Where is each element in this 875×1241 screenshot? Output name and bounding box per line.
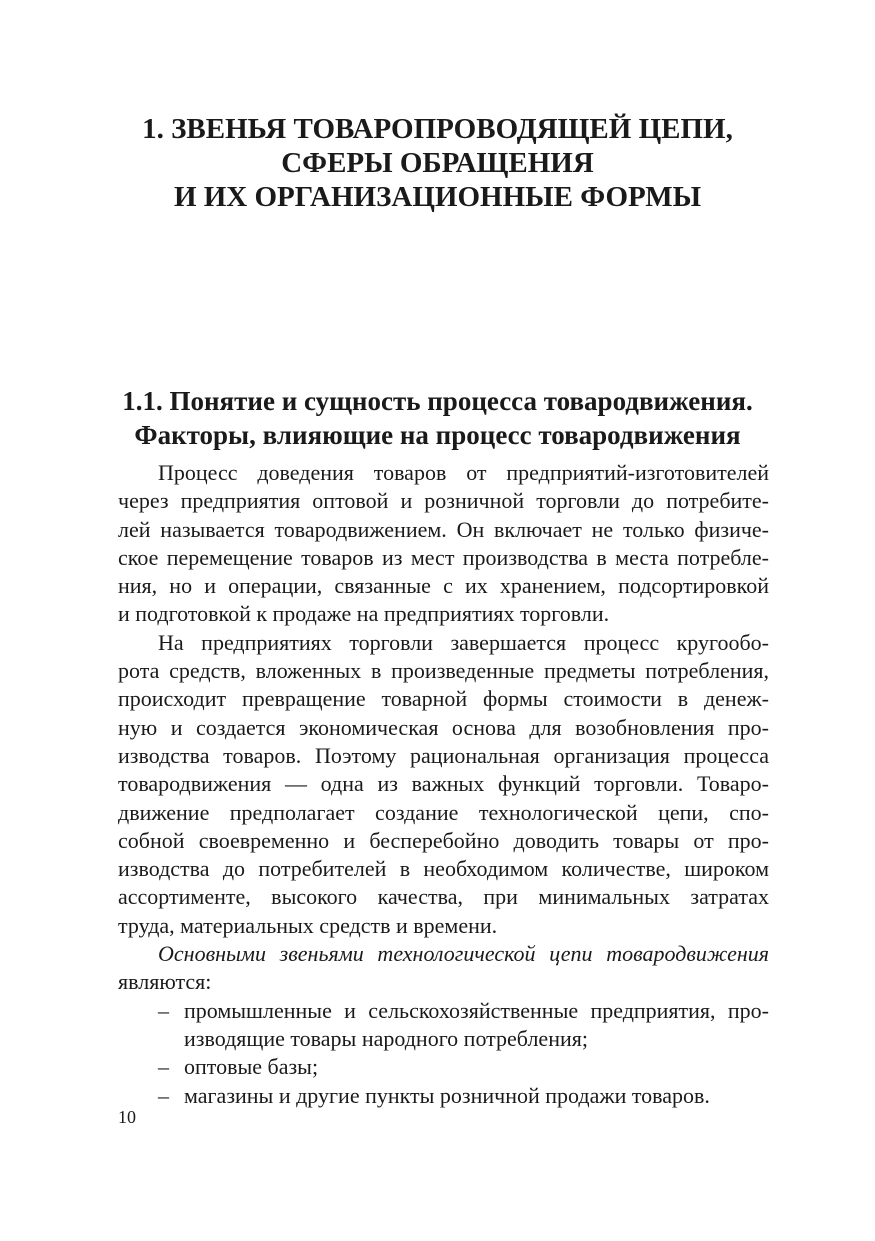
text-line: и подготовкой к продаже на предприятиях торговли.	[118, 601, 610, 627]
text-line: собной своевременно и бесперебойно доводить товары от про-	[118, 827, 769, 853]
italic-lead-text: Основными звеньями технологической цепи товародвижения	[158, 941, 769, 967]
chapter-title	[0, 112, 875, 214]
text-line: Процесс доведения товаров от предприятий-изготовителей	[158, 460, 769, 485]
paragraph-1	[118, 459, 769, 629]
section-title-line: 1.1. Понятие и сущность процесса товародвижения.	[122, 386, 753, 416]
text-line: происходит превращение товарной формы стоимости в денеж-	[118, 686, 769, 712]
text-line: изводства товаров. Поэтому рациональная организация процесса	[118, 742, 769, 768]
section-title	[0, 384, 875, 452]
text-line: ское перемещение товаров из мест производства в места потребле-	[118, 544, 769, 570]
text-line: ния, но и операции, связанные с их хранением, подсортировкой	[118, 573, 769, 599]
chapter-title-line: СФЕРЫ ОБРАЩЕНИЯ	[281, 147, 594, 179]
list-item-line: изводящие товары народного потребления;	[184, 1025, 588, 1051]
text-line: через предприятия оптовой и розничной торговли до потребите-	[118, 488, 769, 514]
text-line: На предприятиях торговли завершается процесс кругообо-	[158, 629, 769, 655]
text-line: ассортименте, высокого качества, при минимальных затратах	[118, 884, 769, 910]
text-line	[118, 940, 769, 968]
text-line: труда, материальных средств и времени.	[118, 912, 498, 938]
paragraph-3	[118, 940, 769, 997]
list-dash: –	[158, 997, 169, 1023]
links-list	[118, 997, 769, 1110]
text-line: товародвижения — одна из важных функций торговли. Товаро-	[118, 771, 769, 797]
chapter-title-line: 1. ЗВЕНЬЯ ТОВАРОПРОВОДЯЩЕЙ ЦЕПИ,	[142, 113, 733, 145]
text-line: ную и создается экономическая основа для возобновления про-	[118, 714, 769, 740]
list-item	[118, 1053, 769, 1081]
list-item	[118, 1082, 769, 1110]
list-dash: –	[158, 1082, 169, 1108]
list-item-line: оптовые базы;	[184, 1054, 319, 1080]
list-item	[118, 997, 769, 1054]
paragraph-2	[118, 629, 769, 940]
section-title-line: Факторы, влияющие на процесс товародвижения	[134, 420, 741, 450]
text-line: лей называется товародвижением. Он включает не только физиче-	[118, 516, 769, 542]
chapter-title-line: И ИХ ОРГАНИЗАЦИОННЫЕ ФОРМЫ	[173, 181, 702, 213]
page-number: 10	[118, 1107, 136, 1127]
text-line: изводства до потребителей в необходимом количестве, широком	[118, 856, 769, 882]
body-text	[118, 459, 769, 1110]
text-line: являются:	[118, 969, 212, 995]
list-dash: –	[158, 1054, 169, 1080]
text-line: движение предполагает создание технологической цепи, спо-	[118, 799, 769, 825]
text-line: рота средств, вложенных в произведенные предметы потребления,	[118, 658, 769, 684]
list-item-line: магазины и другие пункты розничной продажи товаров.	[184, 1082, 710, 1108]
list-item-line: промышленные и сельскохозяйственные предприятия, про-	[184, 997, 769, 1023]
